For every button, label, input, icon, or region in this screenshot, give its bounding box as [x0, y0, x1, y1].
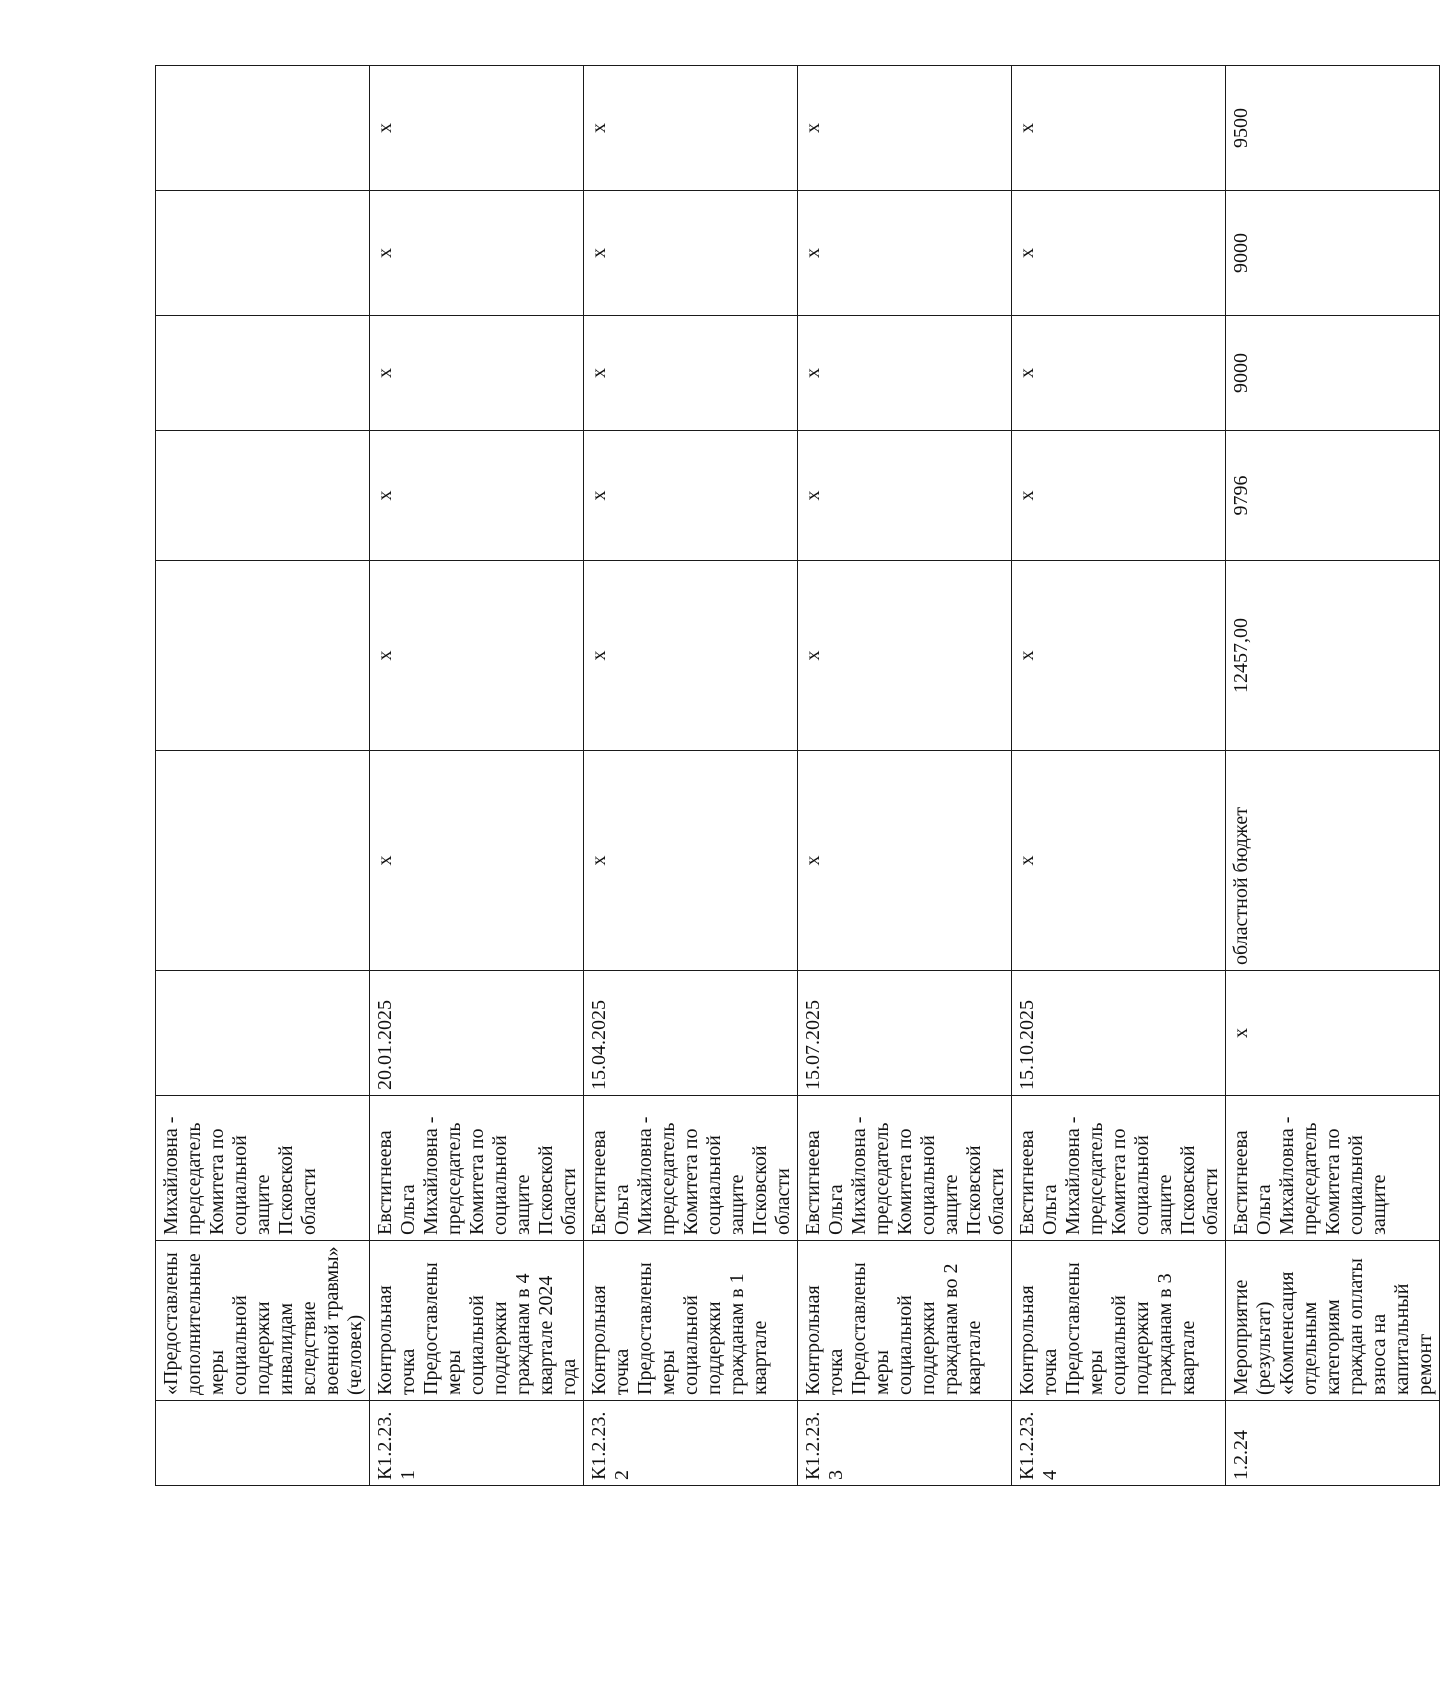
- deadline-date-cell: 15.10.2025: [1012, 971, 1226, 1096]
- total-amount-cell: [156, 561, 370, 751]
- deadline-date-cell: [156, 971, 370, 1096]
- funding-source-cell: х: [798, 751, 1012, 971]
- value-2027-cell: х: [584, 66, 798, 191]
- rotated-table-container: [155, 66, 1436, 1486]
- value-2024-cell: х: [1012, 431, 1226, 561]
- funding-source-cell: х: [370, 751, 584, 971]
- value-2026-cell: х: [370, 191, 584, 316]
- responsible-person-cell: Евстигнеева Ольга Михайловна - председатель Комитета по социальной защите Псковской области: [584, 1096, 798, 1241]
- table-row: [1012, 66, 1226, 1486]
- value-2027-cell: х: [798, 66, 1012, 191]
- value-2026-cell: х: [798, 191, 1012, 316]
- deadline-date-cell: 15.04.2025: [584, 971, 798, 1096]
- total-amount-cell: х: [1012, 561, 1226, 751]
- row-number-cell: К1.2.23.2: [584, 1401, 798, 1486]
- responsible-person-cell: Евстигнеева Ольга Михайловна - председатель Комитета по социальной защите Псковской области: [798, 1096, 1012, 1241]
- value-2027-cell: х: [1012, 66, 1226, 191]
- deadline-date-cell: 20.01.2025: [370, 971, 584, 1096]
- funding-source-cell: [156, 751, 370, 971]
- table-row: [1226, 66, 1440, 1486]
- value-2026-cell: х: [1012, 191, 1226, 316]
- total-amount-cell: х: [584, 561, 798, 751]
- plan-table: [155, 65, 1440, 1486]
- value-2026-cell: 9000: [1226, 191, 1440, 316]
- value-2025-cell: х: [798, 316, 1012, 431]
- value-2027-cell: 9500: [1226, 66, 1440, 191]
- row-number-cell: [156, 1401, 370, 1486]
- result-name-cell: Контрольная точка Предоставлены меры социальной поддержки гражданам во 2 квартале: [798, 1241, 1012, 1401]
- result-name-cell: Мероприятие (результат) «Компенсация отдельным категориям граждан оплаты взноса на капитальный ремонт: [1226, 1241, 1440, 1401]
- value-2025-cell: х: [584, 316, 798, 431]
- deadline-date-cell: х: [1226, 971, 1440, 1096]
- value-2026-cell: [156, 191, 370, 316]
- value-2024-cell: 9796: [1226, 431, 1440, 561]
- responsible-person-cell: Евстигнеева Ольга Михайловна - председатель Комитета по социальной защите Псковской области: [1012, 1096, 1226, 1241]
- row-number-cell: К1.2.23.1: [370, 1401, 584, 1486]
- value-2024-cell: [156, 431, 370, 561]
- value-2024-cell: х: [584, 431, 798, 561]
- funding-source-cell: областной бюджет: [1226, 751, 1440, 971]
- value-2025-cell: 9000: [1226, 316, 1440, 431]
- result-name-cell: Контрольная точка Предоставлены меры социальной поддержки гражданам в 1 квартале: [584, 1241, 798, 1401]
- funding-source-cell: х: [1012, 751, 1226, 971]
- table-row: [370, 66, 584, 1486]
- table-row: [584, 66, 798, 1486]
- row-number-cell: 1.2.24: [1226, 1401, 1440, 1486]
- value-2027-cell: [156, 66, 370, 191]
- value-2024-cell: х: [370, 431, 584, 561]
- value-2025-cell: х: [370, 316, 584, 431]
- deadline-date-cell: 15.07.2025: [798, 971, 1012, 1096]
- value-2024-cell: х: [798, 431, 1012, 561]
- result-name-cell: Контрольная точка Предоставлены меры социальной поддержки гражданам в 3 квартале: [1012, 1241, 1226, 1401]
- funding-source-cell: х: [584, 751, 798, 971]
- value-2027-cell: х: [370, 66, 584, 191]
- table-row: [798, 66, 1012, 1486]
- table-row: [156, 66, 370, 1486]
- responsible-person-cell: Михайловна - председатель Комитета по социальной защите Псковской области: [156, 1096, 370, 1241]
- result-name-cell: «Предоставлены дополнительные меры социальной поддержки инвалидам вследствие военной травмы» (человек): [156, 1241, 370, 1401]
- total-amount-cell: 12457,00: [1226, 561, 1440, 751]
- row-number-cell: К1.2.23.4: [1012, 1401, 1226, 1486]
- result-name-cell: Контрольная точка Предоставлены меры социальной поддержки гражданам в 4 квартале 2024 года: [370, 1241, 584, 1401]
- value-2026-cell: х: [584, 191, 798, 316]
- responsible-person-cell: Евстигнеева Ольга Михайловна - председатель Комитета по социальной защите: [1226, 1096, 1440, 1241]
- total-amount-cell: х: [798, 561, 1012, 751]
- value-2025-cell: [156, 316, 370, 431]
- value-2025-cell: х: [1012, 316, 1226, 431]
- total-amount-cell: х: [370, 561, 584, 751]
- row-number-cell: К1.2.23.3: [798, 1401, 1012, 1486]
- responsible-person-cell: Евстигнеева Ольга Михайловна - председатель Комитета по социальной защите Псковской области: [370, 1096, 584, 1241]
